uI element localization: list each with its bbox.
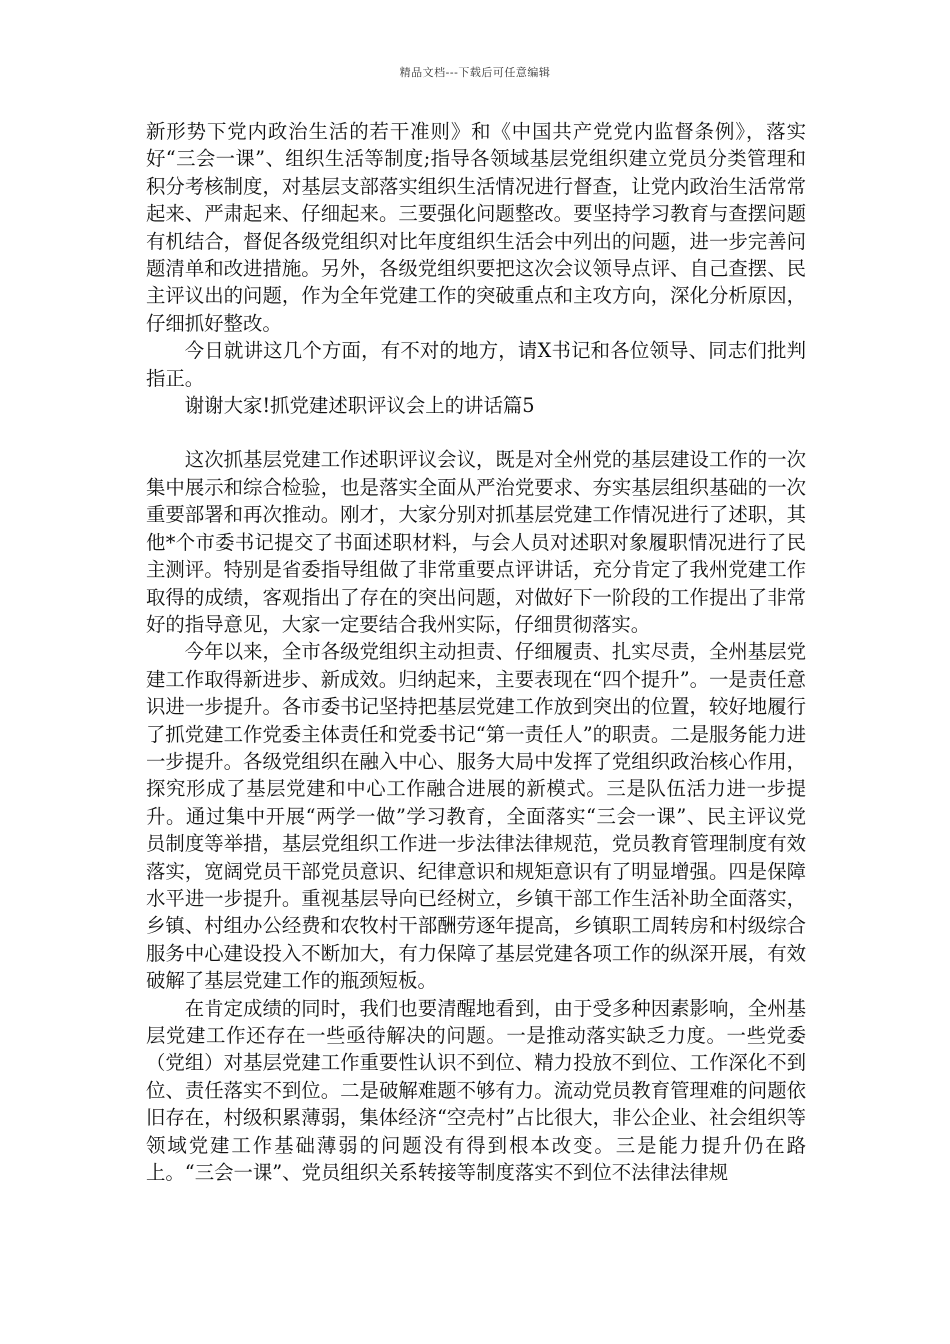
paragraph-5: 在肯定成绩的同时，我们也要清醒地看到，由于受多种因素影响，全州基层党建工作还存在一些亟待解决的问题。一是推动落实缺乏力度。一些党委（党组）对基层党建工作重要性认识不到位、精力投放不到位、工作深化不到位、责任落实不到位。二是破解难题不够有力。流动党员教育管理难的问题依旧存在，村级积累薄弱，集体经济“空壳村”占比很大，非公企业、社会组织等领域党建工作基础薄弱的问题没有得到根本改变。三是能力提升仍在路上。“三会一课”、党员组织关系转接等制度落实不到位不法律法律规	[146, 996, 806, 1185]
paragraph-4: 今年以来，全市各级党组织主动担责、仔细履责、扎实尽责，全州基层党建工作取得新进步、新成效。归纳起来，主要表现在“四个提升”。一是责任意识进一步提升。各市委书记坚持把基层党建工作放到突出的位置，较好地履行了抓党建工作党委主体责任和党委书记“第一责任人”的职责。二是服务能力进一步提升。各级党组织在融入中心、服务大局中发挥了党组织政治核心作用，探究形成了基层党建和中心工作融合进展的新模式。三是队伍活力进一步提升。通过集中开展“两学一做”学习教育，全面落实“三会一课”、民主评议党员制度等举措，基层党组织工作进一步法律法律规范，党员教育管理制度有效落实，宽阔党员干部党员意识、纪律意识和规矩意识有了明显增强。四是保障水平进一步提升。重视基层导向已经树立，乡镇干部工作生活补助全面落实，乡镇、村组办公经费和农牧村干部酬劳逐年提高，乡镇职工周转房和村级综合服务中心建设投入不断加大，有力保障了基层党建各项工作的纵深开展，有效破解了基层党建工作的瓶颈短板。	[146, 640, 806, 993]
section-title: 谢谢大家!抓党建述职评议会上的讲话篇5	[184, 394, 535, 418]
paragraph-1: 新形势下党内政治生活的若干准则》和《中国共产党党内监督条例》，落实好“三会一课”、组织生活等制度;指导各领域基层党组织建立党员分类管理和积分考核制度，对基层支部落实组织生活情况进行督查，让党内政治生活常常起来、严肃起来、仔细起来。三要强化问题整改。要坚持学习教育与查摆问题有机结合，督促各级党组织对比年度组织生活会中列出的问题，进一步完善问题清单和改进措施。另外，各级党组织要把这次会议领导点评、自己查摆、民主评议出的问题，作为全年党建工作的突破重点和主攻方向，深化分析原因，仔细抓好整改。	[146, 120, 806, 335]
paragraph-2: 今日就讲这几个方面，有不对的地方，请X书记和各位领导、同志们批判指正。	[146, 339, 806, 390]
document-body	[146, 118, 806, 1186]
page-header: 精品文档---下载后可任意编辑	[399, 66, 551, 79]
section-gap	[146, 419, 806, 446]
paragraph-3: 这次抓基层党建工作述职评议会议，既是对全州党的基层建设工作的一次集中展示和综合检验，也是落实全面从严治党要求、夯实基层组织基础的一次重要部署和再次推动。刚才，大家分别对抓基层党建工作情况进行了述职，其他*个市委书记提交了书面述职材料，与会人员对述职对象履职情况进行了民主测评。特别是省委指导组做了非常重要点评讲话，充分肯定了我州党建工作取得的成绩，客观指出了存在的突出问题，对做好下一阶段的工作提出了非常好的指导意见，大家一定要结合我州实际，仔细贯彻落实。	[146, 448, 806, 636]
